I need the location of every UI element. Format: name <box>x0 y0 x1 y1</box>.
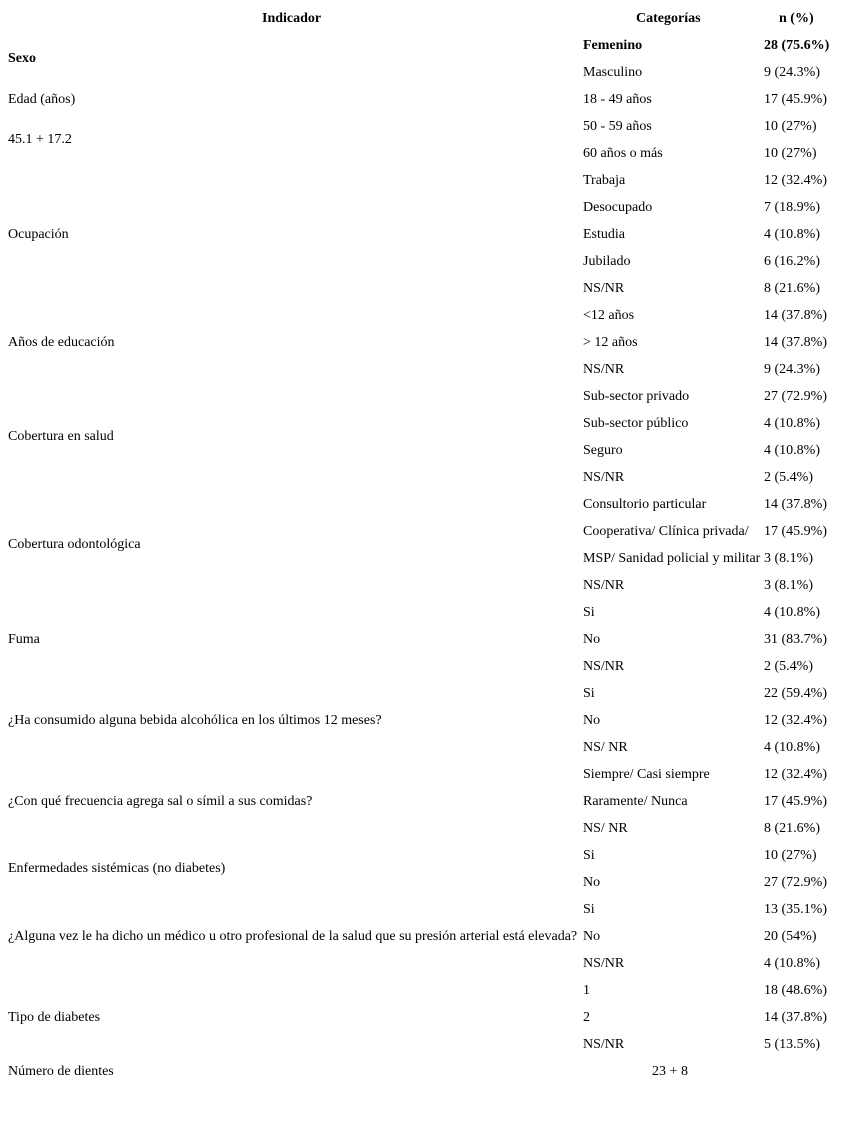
indicator-cobertura-odontologica: Cobertura odontológica <box>8 537 141 552</box>
category-cell: Cooperativa/ Clínica privada/ <box>583 524 749 539</box>
category-cell: Raramente/ Nunca <box>583 794 688 809</box>
indicator-numero-dientes: Número de dientes <box>8 1064 114 1079</box>
value-cell: 5 (13.5%) <box>764 1037 820 1052</box>
indicator-sexo: Sexo <box>8 51 36 66</box>
category-cell: NS/NR <box>583 578 625 593</box>
value-cell: 12 (32.4%) <box>764 767 827 782</box>
category-cell: No <box>583 632 601 647</box>
category-cell: <12 años <box>583 308 635 323</box>
value-cell: 13 (35.1%) <box>764 902 827 917</box>
value-cell: 28 (75.6%) <box>764 38 830 53</box>
value-cell: 14 (37.8%) <box>764 497 827 512</box>
indicator-educacion: Años de educación <box>8 335 115 350</box>
header-indicator: Indicador <box>262 11 322 26</box>
header-categories: Categorías <box>636 11 701 26</box>
value-cell: 27 (72.9%) <box>764 389 827 404</box>
category-cell: Trabaja <box>583 173 626 188</box>
category-cell: Masculino <box>583 65 643 80</box>
value-cell: 4 (10.8%) <box>764 740 820 755</box>
value-cell: 7 (18.9%) <box>764 200 820 215</box>
category-cell: Sub-sector público <box>583 416 689 431</box>
value-cell: 17 (45.9%) <box>764 524 827 539</box>
indicator-edad: Edad (años) <box>8 92 76 107</box>
category-cell: 18 - 49 años <box>583 92 652 107</box>
category-cell: > 12 años <box>583 335 638 350</box>
value-cell: 17 (45.9%) <box>764 794 827 809</box>
category-cell: NS/NR <box>583 956 625 971</box>
category-cell: Sub-sector privado <box>583 389 690 404</box>
value-cell: 14 (37.8%) <box>764 1010 827 1025</box>
category-cell: No <box>583 713 601 728</box>
category-cell: 50 - 59 años <box>583 119 652 134</box>
category-cell: Jubilado <box>583 254 631 269</box>
indicator-fuma: Fuma <box>8 632 40 647</box>
category-cell: NS/ NR <box>583 821 628 836</box>
category-cell: No <box>583 929 601 944</box>
value-cell: 12 (32.4%) <box>764 713 827 728</box>
header-n-pct: n (%) <box>779 11 814 26</box>
indicator-enfermedades-sistemicas: Enfermedades sistémicas (no diabetes) <box>8 861 226 876</box>
value-cell: 4 (10.8%) <box>764 956 820 971</box>
value-cell: 18 (48.6%) <box>764 983 827 998</box>
category-cell: Consultorio particular <box>583 497 707 512</box>
value-cell: 14 (37.8%) <box>764 308 827 323</box>
value-cell: 27 (72.9%) <box>764 875 827 890</box>
value-cell: 2 (5.4%) <box>764 470 813 485</box>
category-cell: Desocupado <box>583 200 653 215</box>
value-cell: 3 (8.1%) <box>764 578 813 593</box>
value-cell: 8 (21.6%) <box>764 281 820 296</box>
category-cell: NS/NR <box>583 362 625 377</box>
value-cell: 8 (21.6%) <box>764 821 820 836</box>
category-cell: Si <box>583 686 595 701</box>
indicator-presion-arterial: ¿Alguna vez le ha dicho un médico u otro profesional de la salud que su presión arterial está elevada? <box>8 929 578 944</box>
value-cell: 9 (24.3%) <box>764 362 820 377</box>
value-cell: 2 (5.4%) <box>764 659 813 674</box>
value-cell: 10 (27%) <box>764 848 817 863</box>
indicator-cobertura-salud: Cobertura en salud <box>8 429 114 444</box>
value-cell: 3 (8.1%) <box>764 551 813 566</box>
value-cell: 10 (27%) <box>764 146 817 161</box>
category-cell: NS/NR <box>583 1037 625 1052</box>
category-cell: No <box>583 875 601 890</box>
category-cell: 60 años o más <box>583 146 663 161</box>
category-cell: NS/NR <box>583 281 625 296</box>
value-cell: 4 (10.8%) <box>764 416 820 431</box>
indicator-tipo-diabetes: Tipo de diabetes <box>8 1010 101 1025</box>
value-cell: 9 (24.3%) <box>764 65 820 80</box>
value-cell: 20 (54%) <box>764 929 817 944</box>
teeth-value: 23 + 8 <box>652 1064 688 1079</box>
category-cell: Si <box>583 605 595 620</box>
category-cell: Si <box>583 902 595 917</box>
category-cell: Si <box>583 848 595 863</box>
value-cell: 31 (83.7%) <box>764 632 827 647</box>
indicator-alcohol: ¿Ha consumido alguna bebida alcohólica en los últimos 12 meses? <box>8 713 382 728</box>
category-cell: 1 <box>583 983 590 998</box>
value-cell: 10 (27%) <box>764 119 817 134</box>
indicator-edad-mean: 45.1 + 17.2 <box>8 132 72 147</box>
category-cell: 2 <box>583 1010 590 1025</box>
category-cell: Femenino <box>583 38 643 53</box>
value-cell: 6 (16.2%) <box>764 254 820 269</box>
value-cell: 12 (32.4%) <box>764 173 827 188</box>
value-cell: 14 (37.8%) <box>764 335 827 350</box>
value-cell: 4 (10.8%) <box>764 227 820 242</box>
indicator-sal: ¿Con qué frecuencia agrega sal o símil a sus comidas? <box>8 794 313 809</box>
value-cell: 4 (10.8%) <box>764 443 820 458</box>
category-cell: NS/NR <box>583 659 625 674</box>
value-cell: 17 (45.9%) <box>764 92 827 107</box>
value-cell: 4 (10.8%) <box>764 605 820 620</box>
category-cell: NS/ NR <box>583 740 628 755</box>
category-cell: Estudia <box>583 227 625 242</box>
value-cell: 22 (59.4%) <box>764 686 827 701</box>
category-cell: Siempre/ Casi siempre <box>583 767 710 782</box>
indicator-ocupacion: Ocupación <box>8 227 69 242</box>
category-cell: MSP/ Sanidad policial y militar <box>583 551 761 566</box>
category-cell: Seguro <box>583 443 623 458</box>
category-cell: NS/NR <box>583 470 625 485</box>
